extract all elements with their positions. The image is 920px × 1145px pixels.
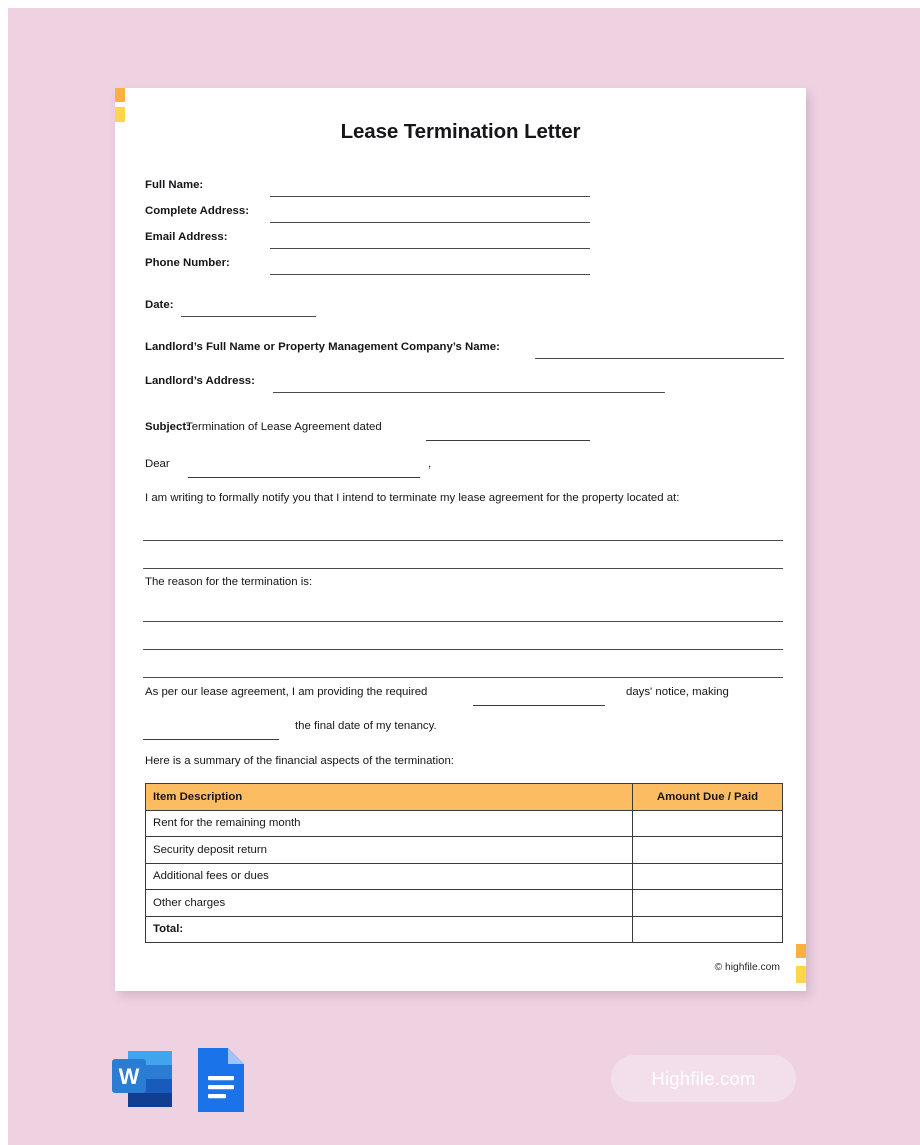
column-header-amount: Amount Due / Paid: [633, 784, 783, 811]
summary-intro-text: Here is a summary of the financial aspects of the termination:: [145, 755, 454, 767]
copyright-notice: © highfile.com: [714, 962, 780, 973]
cell-amount[interactable]: [633, 810, 783, 837]
input-line-email-address[interactable]: [270, 248, 590, 249]
notice-text-part1: As per our lease agreement, I am providing the required: [145, 686, 428, 698]
microsoft-word-icon[interactable]: [108, 1045, 178, 1115]
label-landlord-name: Landlord’s Full Name or Property Management Company’s Name:: [145, 341, 500, 353]
table-row: [146, 863, 783, 890]
input-line-subject-date[interactable]: [426, 440, 590, 441]
page-canvas: [8, 8, 920, 1145]
table-row: [146, 837, 783, 864]
cell-amount[interactable]: [633, 837, 783, 864]
input-line-reason-1[interactable]: [143, 621, 783, 622]
input-line-property-1[interactable]: [143, 540, 783, 541]
label-complete-address: Complete Address:: [145, 205, 250, 217]
table-row: [146, 810, 783, 837]
cell-amount[interactable]: [633, 863, 783, 890]
table-row-total: [146, 916, 783, 943]
input-line-notice-days[interactable]: [473, 705, 605, 706]
notice-text-part2: days' notice, making: [626, 686, 729, 698]
cell-item-description: Other charges: [146, 890, 633, 917]
label-landlord-address: Landlord’s Address:: [145, 375, 255, 387]
label-subject: Subject:: [145, 421, 190, 433]
input-line-complete-address[interactable]: [270, 222, 590, 223]
label-phone-number: Phone Number:: [145, 257, 230, 269]
label-full-name: Full Name:: [145, 179, 204, 191]
column-header-item-description: Item Description: [146, 784, 633, 811]
page-title: Lease Termination Letter: [340, 120, 581, 143]
input-line-reason-2[interactable]: [143, 649, 783, 650]
subject-text: Termination of Lease Agreement dated: [186, 421, 382, 433]
input-line-property-2[interactable]: [143, 568, 783, 569]
input-line-date[interactable]: [181, 316, 316, 317]
input-line-landlord-address[interactable]: [273, 392, 665, 393]
word-icon-letter: W: [118, 1064, 140, 1089]
reason-prompt-text: The reason for the termination is:: [145, 576, 313, 588]
input-line-reason-3[interactable]: [143, 677, 783, 678]
cell-item-description: Security deposit return: [146, 837, 633, 864]
input-line-phone-number[interactable]: [270, 274, 590, 275]
label-email-address: Email Address:: [145, 231, 228, 243]
input-line-landlord-name[interactable]: [535, 358, 784, 359]
cell-item-description: Rent for the remaining month: [146, 810, 633, 837]
financial-summary-table: [145, 783, 783, 943]
notice-text-part3: the final date of my tenancy.: [295, 720, 437, 732]
cell-amount[interactable]: [633, 890, 783, 917]
input-line-final-date[interactable]: [143, 739, 279, 740]
google-docs-icon[interactable]: [190, 1045, 252, 1115]
table-header-row: [146, 784, 783, 811]
letter-body: [115, 88, 806, 991]
cell-item-description-total: Total:: [146, 916, 633, 943]
body-intro-text: I am writing to formally notify you that I intend to terminate my lease agreement for the property located at:: [145, 492, 680, 504]
salutation-label: Dear: [145, 458, 170, 470]
highfile-brand-label: Highfile.com: [651, 1067, 756, 1089]
label-date: Date:: [145, 299, 174, 311]
input-line-salutation[interactable]: [188, 477, 420, 478]
table-row: [146, 890, 783, 917]
cell-amount-total[interactable]: [633, 916, 783, 943]
highfile-brand-button[interactable]: [611, 1055, 796, 1102]
salutation-comma: ,: [428, 458, 432, 470]
document-page: [115, 88, 806, 991]
cell-item-description: Additional fees or dues: [146, 863, 633, 890]
input-line-full-name[interactable]: [270, 196, 590, 197]
